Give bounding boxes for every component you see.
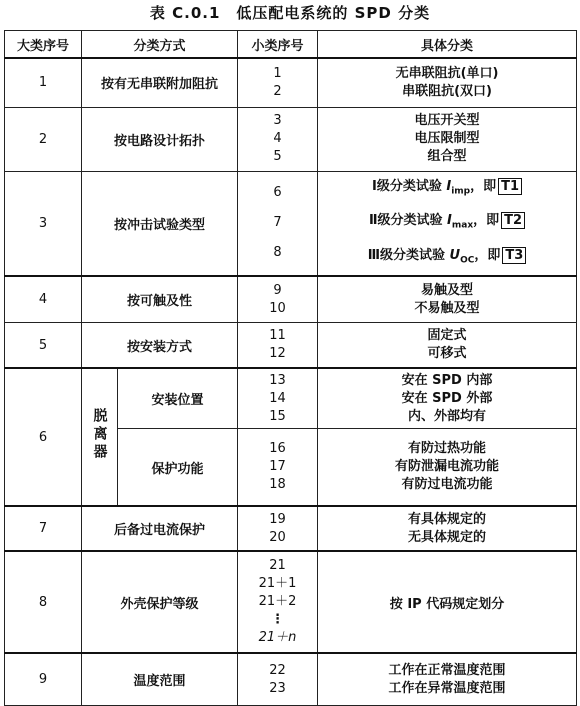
group-cell [82,368,118,506]
method-cell: 后备过电流保护 [82,506,238,551]
major-cell: 8 [5,551,82,653]
detail-cell: 无串联阻抗(单口) 串联阻抗(双口) [318,58,577,107]
table-row [5,171,577,276]
test-class-2: Ⅱ级分类试验 $I_{max}$，即 T2 [318,206,576,241]
test-class-1: Ⅰ级分类试验 $I_{imp}$，即 T1 [318,172,576,207]
minor-cell: 6 7 8 [238,171,318,276]
test-class-3: Ⅲ级分类试验 $U_{OC}$，即 T3 [318,241,576,276]
major-cell: 1 [5,58,82,107]
major-cell: 7 [5,506,82,551]
detail-cell: 易触及型 不易触及型 [318,276,577,322]
header-method: 分类方式 [82,31,238,59]
detail-cell: 有防过热功能 有防泄漏电流功能 有防过电流功能 [318,428,577,506]
table-row [5,58,577,107]
major-cell: 6 [5,368,82,506]
header-row [5,31,577,59]
major-cell: 2 [5,107,82,171]
table-title: 表 C.0.1 低压配电系统的 SPD 分类 [149,4,431,22]
minor-cell: 1 2 [238,58,318,107]
minor-cell: 11 12 [238,322,318,368]
spd-classification-table [4,30,577,706]
detail-cell: 按 IP 代码规定划分 [318,551,577,653]
detail-cell: 安在 SPD 内部 安在 SPD 外部 内、外部均有 [318,368,577,428]
table-row [5,322,577,368]
method-cell: 保护功能 [118,428,238,506]
header-major: 大类序号 [5,31,82,59]
minor-cell: 3 4 5 [238,107,318,171]
table-row [5,368,577,428]
table-row [5,276,577,322]
major-cell: 9 [5,653,82,705]
header-detail: 具体分类 [318,31,577,59]
detail-cell: 有具体规定的 无具体规定的 [318,506,577,551]
detail-cell: 固定式 可移式 [318,322,577,368]
minor-cell: 16 17 18 [238,428,318,506]
method-cell: 外壳保护等级 [82,551,238,653]
detail-cell [318,171,577,276]
method-cell: 按电路设计拓扑 [82,107,238,171]
header-minor: 小类序号 [238,31,318,59]
method-cell: 按可触及性 [82,276,238,322]
method-cell: 安装位置 [118,368,238,428]
method-cell: 按有无串联附加阻抗 [82,58,238,107]
detail-cell: 工作在正常温度范围 工作在异常温度范围 [318,653,577,705]
table-row [5,107,577,171]
method-cell: 按安装方式 [82,322,238,368]
table-row [5,551,577,653]
major-cell: 4 [5,276,82,322]
method-cell: 温度范围 [82,653,238,705]
group-label: 脱离器 [91,408,108,463]
table-row [5,653,577,705]
table-row [5,506,577,551]
detail-cell: 电压开关型 电压限制型 组合型 [318,107,577,171]
minor-cell: 13 14 15 [238,368,318,428]
major-cell: 3 [5,171,82,276]
minor-cell: 21 21＋1 21＋2 ⋮ 21＋n [238,551,318,653]
major-cell: 5 [5,322,82,368]
minor-cell: 19 20 [238,506,318,551]
minor-cell: 22 23 [238,653,318,705]
method-cell: 按冲击试验类型 [82,171,238,276]
minor-cell: 9 10 [238,276,318,322]
